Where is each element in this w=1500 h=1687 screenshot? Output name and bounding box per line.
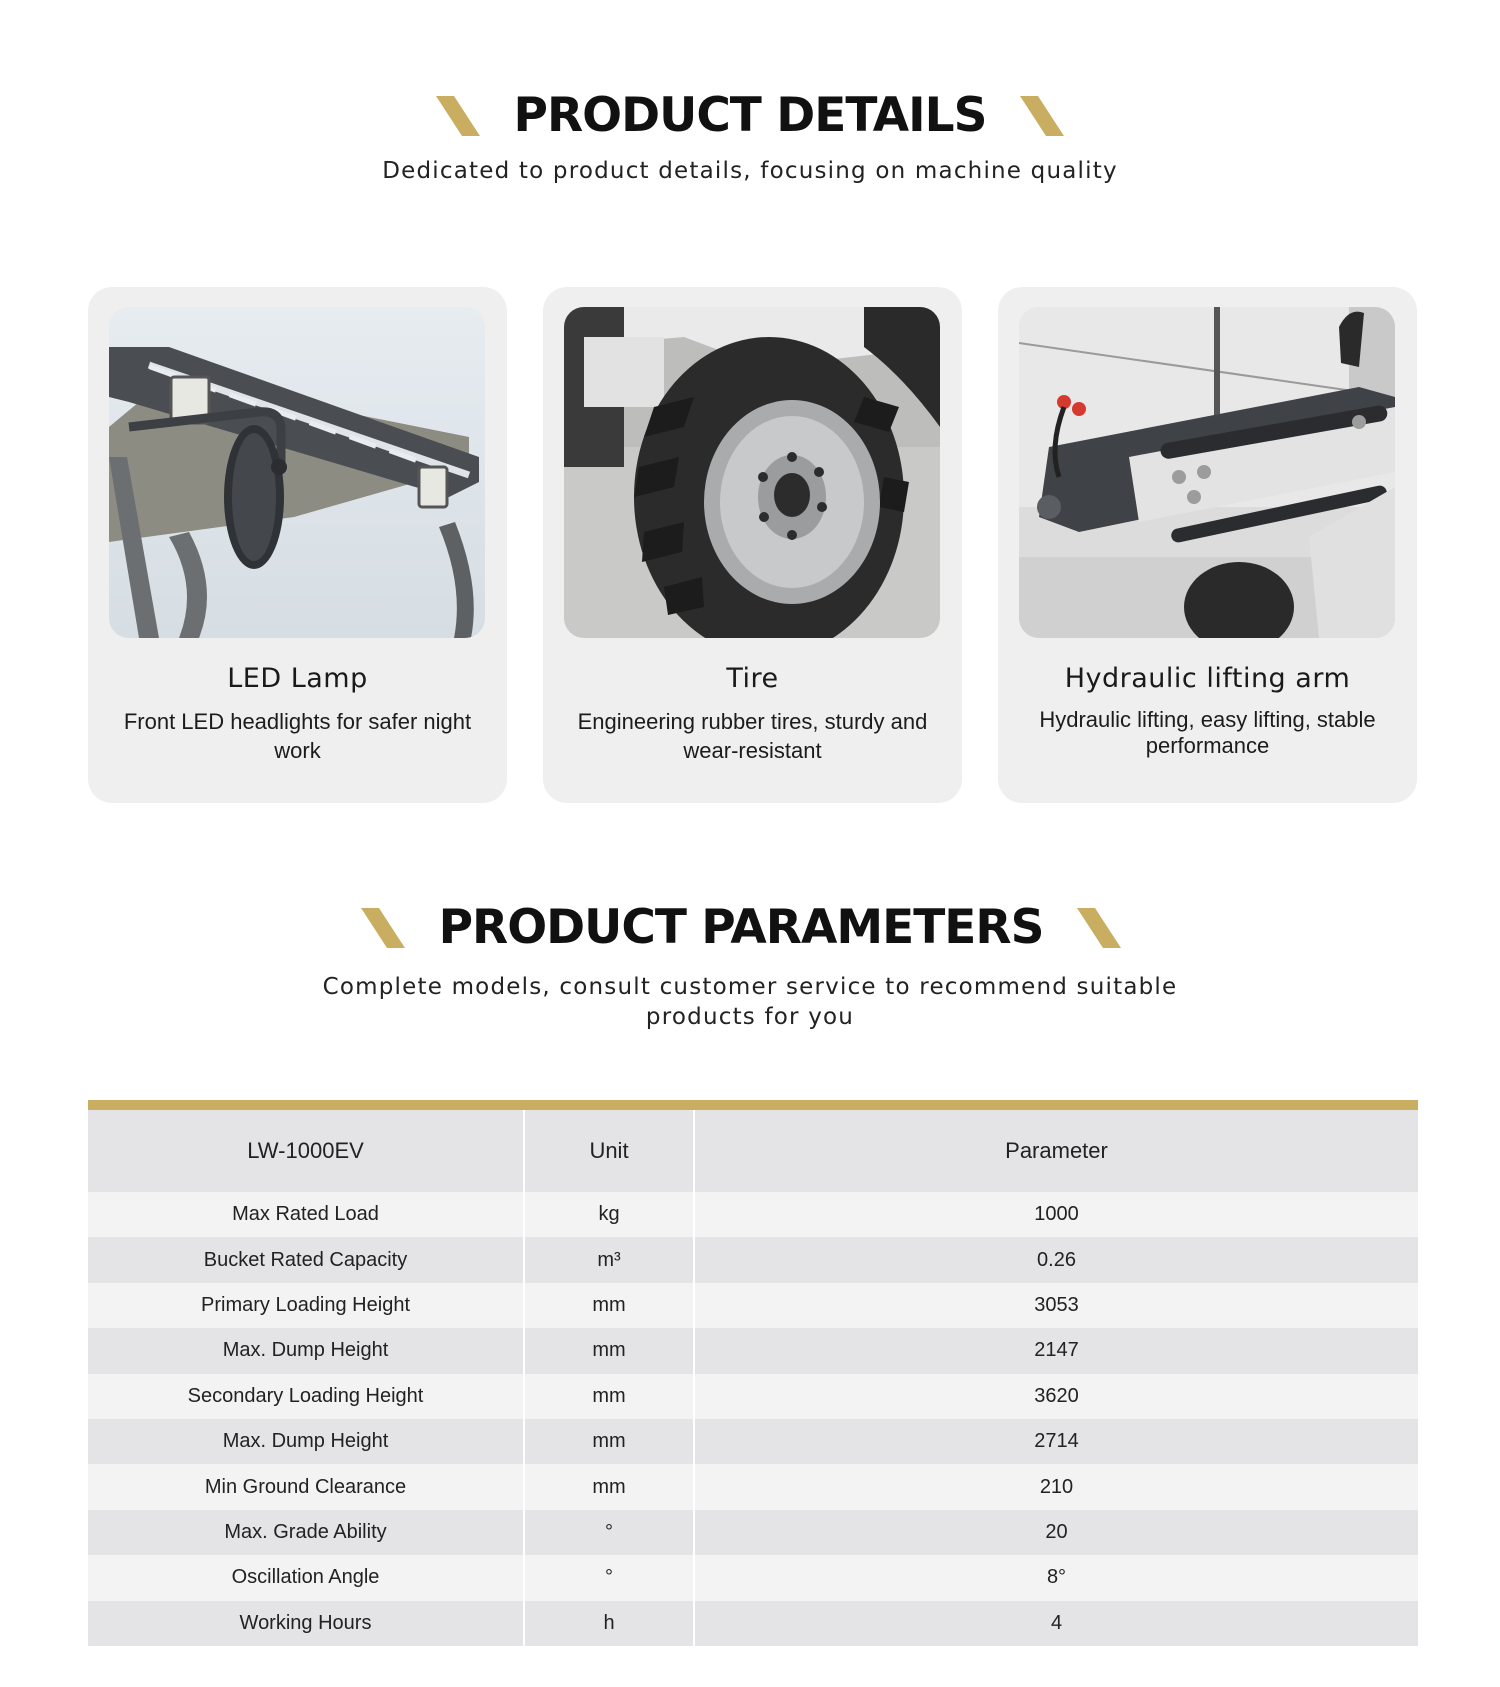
product-details-subtitle: Dedicated to product details, focusing on machine quality: [382, 158, 1118, 184]
gold-slash-icon: [436, 96, 480, 136]
product-parameters-header: [0, 900, 1500, 1032]
param-name: Secondary Loading Height: [88, 1374, 524, 1419]
feature-card-title: Tire: [726, 663, 779, 694]
header-unit: Unit: [524, 1110, 694, 1192]
product-parameters-title-row: [0, 900, 1500, 956]
led-lamp-illustration: [109, 307, 485, 638]
param-name: Oscillation Angle: [88, 1555, 524, 1600]
product-details-header: [0, 88, 1500, 186]
param-value: 1000: [694, 1192, 1418, 1237]
table-row: [88, 1419, 1418, 1464]
gold-slash-icon: [361, 908, 405, 948]
led-lamp-image: [109, 307, 485, 638]
param-name: Max. Dump Height: [88, 1328, 524, 1373]
header-parameter: Parameter: [694, 1110, 1418, 1192]
header-model: LW-1000EV: [88, 1110, 524, 1192]
param-unit: mm: [524, 1283, 694, 1328]
table-header-row: [88, 1110, 1418, 1192]
product-details-title: PRODUCT DETAILS: [513, 88, 987, 143]
product-parameters-subtitle: Complete models, consult customer service to recommend suitable products for you: [322, 974, 1178, 1030]
feature-card-description: Front LED headlights for safer night work: [123, 709, 472, 763]
param-name: Max. Grade Ability: [88, 1510, 524, 1555]
feature-card-description: Engineering rubber tires, sturdy and wear-resistant: [577, 709, 928, 763]
table-row: [88, 1192, 1418, 1237]
param-value: 8°: [694, 1555, 1418, 1600]
table-row: [88, 1374, 1418, 1419]
param-unit: kg: [524, 1192, 694, 1237]
hydraulic-arm-image: [1019, 307, 1395, 638]
param-unit: mm: [524, 1419, 694, 1464]
param-name: Min Ground Clearance: [88, 1464, 524, 1509]
feature-card-title: Hydraulic lifting arm: [1064, 663, 1351, 694]
param-value: 3053: [694, 1283, 1418, 1328]
param-unit: h: [524, 1601, 694, 1646]
feature-card-tire: [543, 287, 962, 803]
table-row: [88, 1601, 1418, 1646]
gold-slash-icon: [1077, 908, 1121, 948]
table-accent-bar: [88, 1100, 1418, 1110]
parameters-table-wrapper: [88, 1100, 1418, 1646]
table-row: [88, 1510, 1418, 1555]
param-value: 3620: [694, 1374, 1418, 1419]
table-row: [88, 1237, 1418, 1282]
feature-card-description: Hydraulic lifting, easy lifting, stable performance: [1039, 707, 1376, 758]
gold-slash-icon: [1020, 96, 1064, 136]
param-value: 2147: [694, 1328, 1418, 1373]
param-unit: mm: [524, 1464, 694, 1509]
param-unit: °: [524, 1510, 694, 1555]
feature-card-title: LED Lamp: [227, 663, 368, 694]
param-value: 20: [694, 1510, 1418, 1555]
parameters-table: [88, 1110, 1418, 1646]
param-unit: m³: [524, 1237, 694, 1282]
param-value: 2714: [694, 1419, 1418, 1464]
tire-image: [564, 307, 940, 638]
tire-illustration: [564, 307, 940, 638]
param-unit: mm: [524, 1328, 694, 1373]
param-value: 4: [694, 1601, 1418, 1646]
table-row: [88, 1464, 1418, 1509]
product-parameters-title: PRODUCT PARAMETERS: [438, 900, 1044, 955]
param-name: Working Hours: [88, 1601, 524, 1646]
param-unit: °: [524, 1555, 694, 1600]
feature-card-led-lamp: [88, 287, 507, 803]
param-value: 210: [694, 1464, 1418, 1509]
feature-cards: [88, 287, 1418, 803]
param-name: Max Rated Load: [88, 1192, 524, 1237]
param-name: Bucket Rated Capacity: [88, 1237, 524, 1282]
hydraulic-arm-illustration: [1019, 307, 1395, 638]
feature-card-hydraulic-arm: [998, 287, 1417, 803]
param-name: Primary Loading Height: [88, 1283, 524, 1328]
product-details-title-row: [0, 88, 1500, 144]
table-row: [88, 1283, 1418, 1328]
param-value: 0.26: [694, 1237, 1418, 1282]
table-row: [88, 1328, 1418, 1373]
table-row: [88, 1555, 1418, 1600]
param-unit: mm: [524, 1374, 694, 1419]
param-name: Max. Dump Height: [88, 1419, 524, 1464]
